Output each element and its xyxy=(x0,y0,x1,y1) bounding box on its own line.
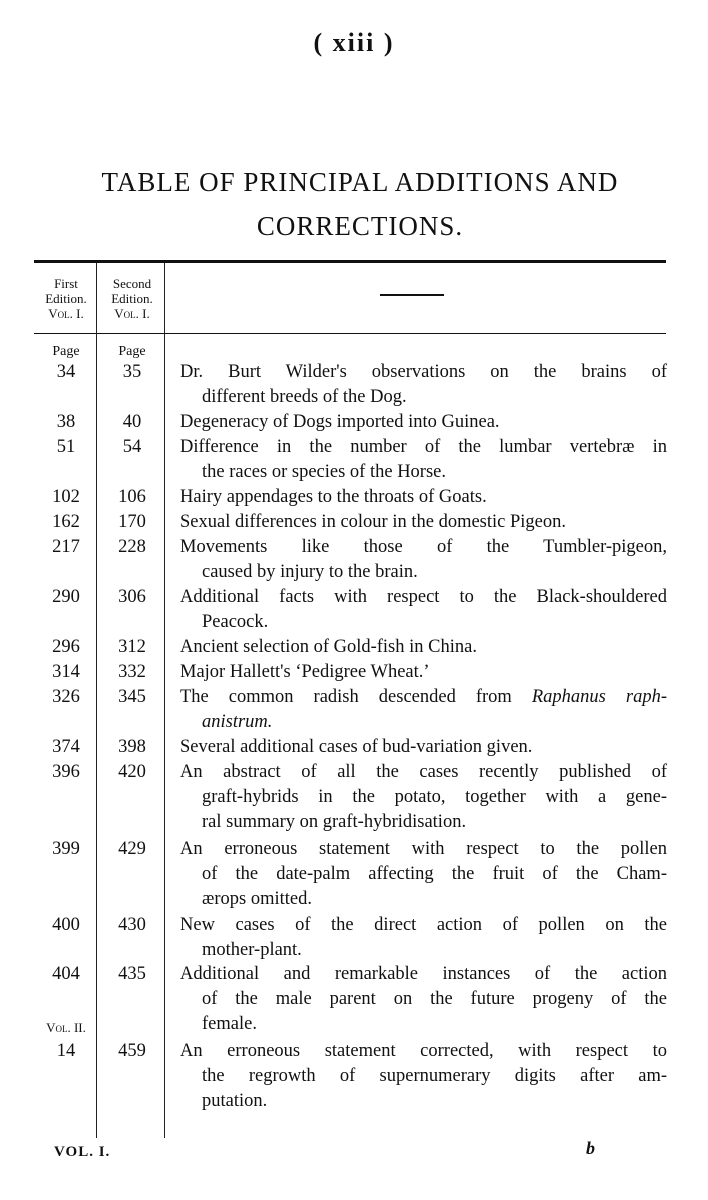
entry-description-line: Degeneracy of Dogs imported into Guinea. xyxy=(180,412,500,432)
first-edition-page: 400 xyxy=(52,915,80,935)
entry-description-line: Hairy appendages to the throats of Goats. xyxy=(180,487,487,507)
entry-description xyxy=(180,435,667,485)
second-edition-page: 312 xyxy=(118,637,146,657)
entry-description-line: Peacock. xyxy=(202,612,269,632)
entry-description xyxy=(180,485,667,510)
first-edition-page: 217 xyxy=(52,537,80,557)
entry-description-line: An erroneous statement with respect to the pollen xyxy=(180,839,667,859)
second-edition-page: 430 xyxy=(118,915,146,935)
table-header-rule xyxy=(34,333,666,334)
first-edition-page: 396 xyxy=(52,762,80,782)
title-line-2: CORRECTIONS. xyxy=(256,211,464,241)
first-edition-page: 399 xyxy=(52,839,80,859)
header-second-edition-line: Vol. I. xyxy=(114,306,150,321)
entry-description-line: mother-plant. xyxy=(202,940,302,960)
second-edition-page: 435 xyxy=(118,964,146,984)
entry-description-line: An erroneous statement corrected, with respect to xyxy=(180,1041,667,1061)
header-first-edition-line: First xyxy=(54,276,78,291)
title-line-1: TABLE OF PRINCIPAL ADDITIONS AND xyxy=(101,167,619,197)
second-edition-page: 54 xyxy=(122,437,142,457)
footer-sheet-mark: b xyxy=(586,1138,595,1158)
header-second-edition-line: Edition. xyxy=(111,291,153,306)
entry-description-line: ærops omitted. xyxy=(202,889,312,909)
first-edition-page: 290 xyxy=(52,587,80,607)
entry-description-line: of the date-palm affecting the fruit of the Cham- xyxy=(202,864,667,884)
entry-description xyxy=(180,660,667,685)
page-number: ( xiii ) xyxy=(313,28,395,57)
header-first-edition-line: Vol. I. xyxy=(48,306,84,321)
entry-description-line: Ancient selection of Gold-fish in China. xyxy=(180,637,477,657)
entry-description-line: Major Hallett's ‘Pedigree Wheat.’ xyxy=(180,662,430,682)
entry-description-line: the regrowth of supernumerary digits after am- xyxy=(202,1066,667,1086)
entry-description-line: An abstract of all the cases recently published of xyxy=(180,762,667,782)
entry-description xyxy=(180,535,667,585)
first-edition-page: 102 xyxy=(52,487,80,507)
entry-description xyxy=(180,913,667,963)
second-edition-page: 429 xyxy=(118,839,146,859)
first-edition-page: 374 xyxy=(52,737,80,757)
entry-description xyxy=(180,1039,667,1114)
entry-description xyxy=(180,410,667,435)
entry-description-line: Movements like those of the Tumbler-pigeon, xyxy=(180,537,667,557)
second-edition-page: 170 xyxy=(118,512,146,532)
second-edition-page: 459 xyxy=(118,1041,146,1061)
entry-description-line: Several additional cases of bud-variation given. xyxy=(180,737,533,757)
entry-description-line: Dr. Burt Wilder's observations on the brains of xyxy=(180,362,667,382)
first-edition-page: 296 xyxy=(52,637,80,657)
first-edition-page: 51 xyxy=(56,437,76,457)
entry-description xyxy=(180,360,667,410)
second-edition-page: 35 xyxy=(122,362,142,382)
first-edition-page: 326 xyxy=(52,687,80,707)
entry-description-line: Additional and remarkable instances of the action xyxy=(180,964,667,984)
entry-description xyxy=(180,510,667,535)
second-edition-page: 398 xyxy=(118,737,146,757)
entry-description xyxy=(180,962,667,1037)
entry-description-line: Sexual differences in colour in the domestic Pigeon. xyxy=(180,512,567,532)
header-first-edition-line: Edition. xyxy=(45,291,87,306)
entry-description-line: Additional facts with respect to the Black-shouldered xyxy=(180,587,667,607)
header-dash xyxy=(380,294,444,296)
second-edition-page: 420 xyxy=(118,762,146,782)
entry-description-line: The common radish descended from Raphanus raph- xyxy=(180,687,667,707)
first-edition-page: 14 xyxy=(56,1041,76,1061)
table-top-rule xyxy=(34,260,666,263)
entry-description-line: different breeds of the Dog. xyxy=(202,387,407,407)
second-edition-page: 345 xyxy=(118,687,146,707)
entry-description xyxy=(180,760,667,835)
header-first-edition xyxy=(36,276,96,321)
first-edition-page: 34 xyxy=(56,362,76,382)
page-label-first: Page xyxy=(52,344,80,359)
entry-description-line: of the male parent on the future progeny of the xyxy=(202,989,667,1009)
entry-description-line: putation. xyxy=(202,1091,268,1111)
entry-description-line: graft-hybrids in the potato, together with a gene- xyxy=(202,787,667,807)
first-edition-page: 404 xyxy=(52,964,80,984)
entry-description xyxy=(180,585,667,635)
entry-description xyxy=(180,635,667,660)
entry-description-line: New cases of the direct action of pollen on the xyxy=(180,915,667,935)
entry-description xyxy=(180,735,667,760)
entry-description-line: ral summary on graft-hybridisation. xyxy=(202,812,467,832)
page-title xyxy=(40,160,680,248)
entry-description-line: anistrum. xyxy=(202,712,273,732)
second-edition-page: 332 xyxy=(118,662,146,682)
first-edition-page: 162 xyxy=(52,512,80,532)
column-divider-2 xyxy=(164,263,165,1138)
second-edition-page: 228 xyxy=(118,537,146,557)
entry-description xyxy=(180,685,667,735)
vol-ii-label: Vol. II. xyxy=(46,1020,86,1035)
entry-description-line: female. xyxy=(202,1014,257,1034)
entry-description-line: Difference in the number of the lumbar vertebræ in xyxy=(180,437,667,457)
first-edition-page: 314 xyxy=(52,662,80,682)
second-edition-page: 306 xyxy=(118,587,146,607)
first-edition-page: 38 xyxy=(56,412,76,432)
second-edition-page: 106 xyxy=(118,487,146,507)
entry-description xyxy=(180,837,667,912)
second-edition-page: 40 xyxy=(122,412,142,432)
header-second-edition-line: Second xyxy=(112,276,152,291)
column-divider-1 xyxy=(96,263,97,1138)
header-second-edition xyxy=(100,276,164,321)
entry-description-line: caused by injury to the brain. xyxy=(202,562,418,582)
page-label-second: Page xyxy=(118,344,146,359)
entry-description-line: the races or species of the Horse. xyxy=(202,462,446,482)
footer-signature: VOL. I. xyxy=(54,1144,111,1160)
